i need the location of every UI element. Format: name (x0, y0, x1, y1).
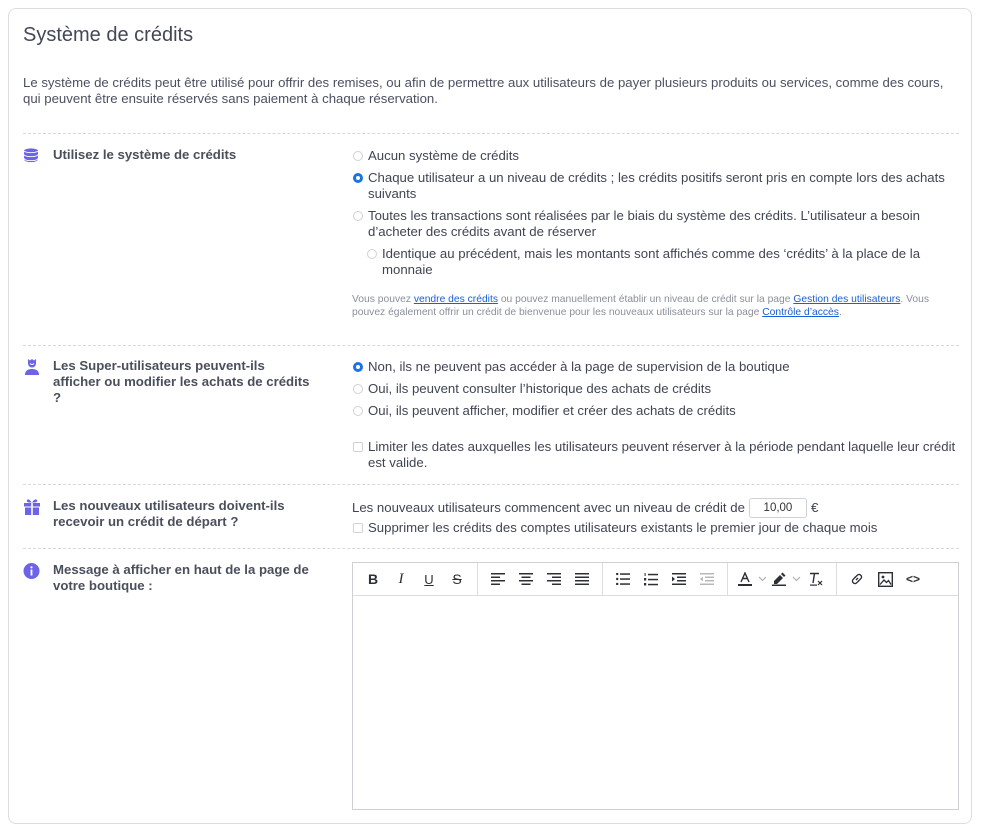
option-label: Chaque utilisateur a un niveau de crédits ; les crédits positifs seront pris en compte lors des achats suivants (368, 170, 945, 201)
outdent-button[interactable] (693, 567, 721, 591)
chevron-down-icon (758, 576, 767, 582)
coins-icon (23, 147, 41, 165)
align-justify-button[interactable] (568, 567, 596, 591)
use-credits-option-none[interactable] (352, 148, 962, 164)
page-title: Système de crédits (23, 24, 194, 46)
color-group (728, 563, 837, 595)
limit-dates-checkbox[interactable] (353, 442, 363, 452)
super-users-option-no[interactable] (352, 359, 962, 375)
reset-monthly-checkbox[interactable] (353, 523, 363, 533)
text-color-dropdown[interactable] (756, 567, 768, 591)
use-credits-option-all[interactable] (352, 208, 962, 240)
chevron-down-icon (792, 576, 801, 582)
option-label: Identique au précédent, mais les montants sont affichés comme des ‘crédits’ à la place de la monnaie (382, 246, 921, 277)
bold-button[interactable]: B (367, 571, 379, 587)
super-users-title: Les Super-utilisateurs peuvent-ils afficher ou modifier les achats de crédits ? (53, 358, 310, 405)
indent-button[interactable] (665, 567, 693, 591)
sell-credits-link[interactable]: vendre des crédits (413, 294, 498, 305)
starting-credit-row (352, 498, 962, 518)
align-left-icon (491, 573, 505, 585)
access-control-link[interactable]: Contrôle d’accès (762, 307, 839, 318)
use-credits-help: Vous pouvez vendre des crédits ou pouvez manuellement établir un niveau de crédit sur la page Gestion des utilisateurs. Vous pouvez également offrir un crédit de bienvenue pour les nouveaux utilisateurs sur la page Contrôle d’accès. (352, 294, 929, 318)
clear-format-button[interactable] (802, 567, 830, 591)
bullet-list-button[interactable] (609, 567, 637, 591)
gift-icon (23, 498, 41, 516)
underline-button[interactable]: U (424, 571, 434, 587)
new-users-label (23, 498, 333, 530)
italic-button[interactable]: I (398, 570, 404, 587)
option-label: Aucun système de crédits (368, 148, 519, 163)
align-center-icon (519, 573, 533, 585)
divider (23, 484, 959, 485)
divider (23, 133, 959, 134)
numbered-list-icon (644, 573, 658, 586)
option-label: Non, ils ne peuvent pas accéder à la page de supervision de la boutique (368, 359, 790, 374)
shop-message-title: Message à afficher en haut de la page de votre boutique : (53, 562, 309, 593)
align-left-button[interactable] (484, 567, 512, 591)
strikethrough-button[interactable]: S (452, 571, 462, 587)
use-credits-option-level[interactable] (352, 170, 962, 202)
use-credits-options (352, 148, 962, 319)
align-group (478, 563, 603, 595)
source-code-button[interactable]: <> (905, 572, 920, 586)
image-icon (878, 572, 893, 587)
highlight-color-dropdown[interactable] (790, 567, 802, 591)
list-group (603, 563, 728, 595)
radio-same-credits[interactable] (367, 249, 377, 259)
align-right-icon (547, 573, 561, 585)
use-credits-label (23, 147, 333, 165)
divider (23, 345, 959, 346)
info-icon (23, 562, 41, 580)
align-center-button[interactable] (512, 567, 540, 591)
starting-credit-input[interactable]: 10,00 (749, 498, 807, 518)
option-label: Supprimer les crédits des comptes utilisateurs existants le premier jour de chaque mois (368, 520, 878, 535)
super-users-options (352, 359, 962, 477)
limit-dates-option[interactable] (352, 439, 962, 471)
rich-text-editor (352, 562, 959, 810)
insert-link-button[interactable] (843, 567, 871, 591)
shop-message-label (23, 562, 333, 594)
divider (23, 548, 959, 549)
option-label: Limiter les dates auxquelles les utilisateurs peuvent réserver à la période pendant laquelle leur crédit est valide. (368, 439, 956, 470)
bullet-list-icon (616, 573, 630, 585)
option-label: Toutes les transactions sont réalisées par le biais du système des crédits. L’utilisateur a besoin d’acheter des crédits avant de réserver (368, 208, 920, 239)
highlighter-icon (772, 572, 786, 586)
new-users-options (352, 498, 962, 542)
radio-view-history[interactable] (353, 384, 363, 394)
text-color-icon (738, 572, 752, 586)
new-users-title: Les nouveaux utilisateurs doivent-ils recevoir un crédit de départ ? (53, 498, 285, 529)
numbered-list-button[interactable] (637, 567, 665, 591)
insert-image-button[interactable] (871, 567, 899, 591)
user-management-link[interactable]: Gestion des utilisateurs (793, 294, 901, 305)
highlight-color-button[interactable] (768, 567, 790, 591)
radio-level[interactable] (353, 173, 363, 183)
radio-no-access[interactable] (353, 362, 363, 372)
clear-format-icon (809, 572, 823, 586)
outdent-icon (700, 573, 714, 585)
format-group (353, 563, 478, 595)
editor-toolbar (353, 563, 958, 596)
option-label: Oui, ils peuvent afficher, modifier et créer des achats de crédits (368, 403, 736, 418)
super-users-label (23, 358, 333, 406)
option-label: Oui, ils peuvent consulter l’historique des achats de crédits (368, 381, 712, 396)
starting-credit-label: Les nouveaux utilisateurs commencent avec un niveau de crédit de (352, 500, 745, 515)
intro-text: Le système de crédits peut être utilisé pour offrir des remises, ou afin de permettre aux utilisateurs de payer plusieurs produits ou services, comme des cours, qui peuvent être ensuite réservés sans paiement à chaque réservation. (23, 75, 944, 106)
text-color-button[interactable] (734, 567, 756, 591)
align-justify-icon (575, 573, 589, 585)
align-right-button[interactable] (540, 567, 568, 591)
radio-none[interactable] (353, 151, 363, 161)
radio-all[interactable] (353, 211, 363, 221)
currency-symbol: € (810, 500, 819, 515)
credit-system-panel (8, 8, 972, 824)
use-credits-title: Utilisez le système de crédits (53, 147, 237, 162)
link-icon (850, 572, 864, 586)
use-credits-option-same-credits[interactable] (352, 246, 962, 278)
super-users-option-edit[interactable] (352, 403, 962, 419)
reset-monthly-option[interactable] (352, 520, 962, 536)
radio-edit[interactable] (353, 406, 363, 416)
message-editor-area[interactable] (353, 596, 958, 809)
indent-icon (672, 573, 686, 585)
insert-group (837, 563, 933, 595)
super-users-option-view[interactable] (352, 381, 962, 397)
user-tie-icon (23, 358, 41, 376)
